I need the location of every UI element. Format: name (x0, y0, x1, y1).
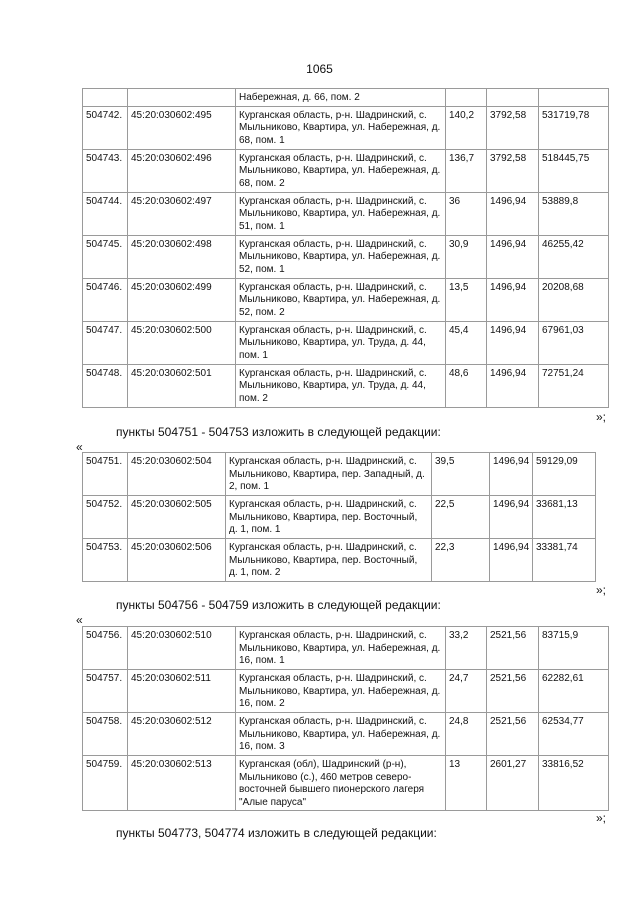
cadastral-value: 67961,03 (539, 321, 609, 364)
cadastral-value: 72751,24 (539, 364, 609, 407)
cadastral-number: 45:20:030602:497 (128, 192, 236, 235)
rate: 1496,94 (487, 235, 539, 278)
table-row (83, 321, 609, 364)
rate: 3792,58 (487, 106, 539, 149)
closing-quote: »; (596, 811, 607, 825)
property-table-1 (82, 88, 609, 408)
opening-quote: « (76, 440, 83, 454)
table-row (83, 756, 609, 811)
area: 45,4 (446, 321, 487, 364)
address: Курганская область, р-н. Шадринский, с. Мыльниково, Квартира, ул. Набережная, д. 16, пом. 3 (236, 713, 446, 756)
amendment-paragraph: пункты 504773, 504774 изложить в следующей редакции: (116, 826, 437, 840)
table-row (83, 627, 609, 670)
table-row (83, 496, 596, 539)
amendment-paragraph: пункты 504751 - 504753 изложить в следующей редакции: (116, 425, 441, 439)
rate: 1496,94 (487, 192, 539, 235)
rate: 2601,27 (487, 756, 539, 811)
area: 136,7 (446, 149, 487, 192)
row-number: 504757. (83, 670, 128, 713)
table-row (83, 713, 609, 756)
area: 13,5 (446, 278, 487, 321)
cadastral-number: 45:20:030602:511 (128, 670, 236, 713)
row-number: 504745. (83, 235, 128, 278)
address: Курганская область, р-н. Шадринский, с. Мыльниково, Квартира, ул. Набережная, д. 68, пом. 1 (236, 106, 446, 149)
row-number: 504752. (83, 496, 128, 539)
row-number: 504746. (83, 278, 128, 321)
row-number: 504756. (83, 627, 128, 670)
page-number: 1065 (306, 62, 333, 76)
address: Курганская область, р-н. Шадринский, с. Мыльниково, Квартира, ул. Набережная, д. 68, пом. 2 (236, 149, 446, 192)
cadastral-number: 45:20:030602:495 (128, 106, 236, 149)
cadastral-number: 45:20:030602:505 (128, 496, 226, 539)
address: Курганская область, р-н. Шадринский, с. Мыльниково, Квартира, ул. Труда, д. 44, пом. 2 (236, 364, 446, 407)
address: Курганская область, р-н. Шадринский, с. Мыльниково, Квартира, пер. Восточный, д. 1, пом. 1 (226, 496, 432, 539)
area: 48,6 (446, 364, 487, 407)
rate (487, 89, 539, 107)
cadastral-value: 20208,68 (539, 278, 609, 321)
address: Курганская (обл), Шадринский (р-н), Мыльниково (с.), 460 метров северо-восточней бывшего пионерского лагеря "Алые паруса" (236, 756, 446, 811)
cadastral-value: 83715,9 (539, 627, 609, 670)
cadastral-value (539, 89, 609, 107)
cadastral-number: 45:20:030602:506 (128, 539, 226, 582)
closing-quote: »; (596, 410, 607, 424)
rate: 2521,56 (487, 627, 539, 670)
area: 30,9 (446, 235, 487, 278)
area: 39,5 (432, 453, 490, 496)
area (446, 89, 487, 107)
cadastral-number: 45:20:030602:513 (128, 756, 236, 811)
cadastral-number: 45:20:030602:501 (128, 364, 236, 407)
cadastral-value: 531719,78 (539, 106, 609, 149)
area: 33,2 (446, 627, 487, 670)
rate: 1496,94 (487, 364, 539, 407)
cadastral-value: 33816,52 (539, 756, 609, 811)
cadastral-number: 45:20:030602:510 (128, 627, 236, 670)
address: Курганская область, р-н. Шадринский, с. Мыльниково, Квартира, пер. Западный, д. 2, пом. 1 (226, 453, 432, 496)
cadastral-value: 518445,75 (539, 149, 609, 192)
row-number: 504748. (83, 364, 128, 407)
row-number: 504747. (83, 321, 128, 364)
row-number: 504759. (83, 756, 128, 811)
area: 24,8 (446, 713, 487, 756)
area: 22,3 (432, 539, 490, 582)
address: Курганская область, р-н. Шадринский, с. Мыльниково, Квартира, ул. Набережная, д. 52, пом. 2 (236, 278, 446, 321)
table-row (83, 149, 609, 192)
row-number: 504742. (83, 106, 128, 149)
area: 22,5 (432, 496, 490, 539)
cadastral-value: 62534,77 (539, 713, 609, 756)
cadastral-number: 45:20:030602:504 (128, 453, 226, 496)
cadastral-value: 33381,74 (533, 539, 596, 582)
cadastral-value: 62282,61 (539, 670, 609, 713)
cadastral-value: 46255,42 (539, 235, 609, 278)
rate: 3792,58 (487, 149, 539, 192)
cadastral-value: 59129,09 (533, 453, 596, 496)
cadastral-number: 45:20:030602:512 (128, 713, 236, 756)
address: Курганская область, р-н. Шадринский, с. Мыльниково, Квартира, ул. Набережная, д. 51, пом. 1 (236, 192, 446, 235)
rate: 2521,56 (487, 713, 539, 756)
rate: 1496,94 (490, 453, 533, 496)
table-row (83, 192, 609, 235)
table-row (83, 453, 596, 496)
rate: 1496,94 (487, 278, 539, 321)
address: Курганская область, р-н. Шадринский, с. Мыльниково, Квартира, ул. Труда, д. 44, пом. 1 (236, 321, 446, 364)
table-row (83, 235, 609, 278)
area: 36 (446, 192, 487, 235)
cadastral-number: 45:20:030602:496 (128, 149, 236, 192)
address: Курганская область, р-н. Шадринский, с. Мыльниково, Квартира, ул. Набережная, д. 16, пом. 2 (236, 670, 446, 713)
rate: 1496,94 (487, 321, 539, 364)
row-number: 504743. (83, 149, 128, 192)
cadastral-number: 45:20:030602:499 (128, 278, 236, 321)
cadastral-number (128, 89, 236, 107)
opening-quote: « (76, 613, 83, 627)
table-row (83, 89, 609, 107)
area: 140,2 (446, 106, 487, 149)
address: Набережная, д. 66, пом. 2 (236, 89, 446, 107)
area: 24,7 (446, 670, 487, 713)
table-row (83, 106, 609, 149)
rate: 1496,94 (490, 539, 533, 582)
amendment-paragraph: пункты 504756 - 504759 изложить в следующей редакции: (116, 598, 441, 612)
cadastral-number: 45:20:030602:498 (128, 235, 236, 278)
cadastral-value: 33681,13 (533, 496, 596, 539)
closing-quote: »; (596, 583, 607, 597)
row-number (83, 89, 128, 107)
address: Курганская область, р-н. Шадринский, с. Мыльниково, Квартира, ул. Набережная, д. 16, пом. 1 (236, 627, 446, 670)
row-number: 504753. (83, 539, 128, 582)
cadastral-value: 53889,8 (539, 192, 609, 235)
table-row (83, 539, 596, 582)
property-table-2 (82, 452, 596, 582)
row-number: 504744. (83, 192, 128, 235)
table-row (83, 278, 609, 321)
rate: 1496,94 (490, 496, 533, 539)
address: Курганская область, р-н. Шадринский, с. Мыльниково, Квартира, пер. Восточный, д. 1, пом. 2 (226, 539, 432, 582)
row-number: 504758. (83, 713, 128, 756)
area: 13 (446, 756, 487, 811)
property-table-3 (82, 626, 609, 811)
rate: 2521,56 (487, 670, 539, 713)
address: Курганская область, р-н. Шадринский, с. Мыльниково, Квартира, ул. Набережная, д. 52, пом. 1 (236, 235, 446, 278)
cadastral-number: 45:20:030602:500 (128, 321, 236, 364)
table-row (83, 670, 609, 713)
row-number: 504751. (83, 453, 128, 496)
table-row (83, 364, 609, 407)
